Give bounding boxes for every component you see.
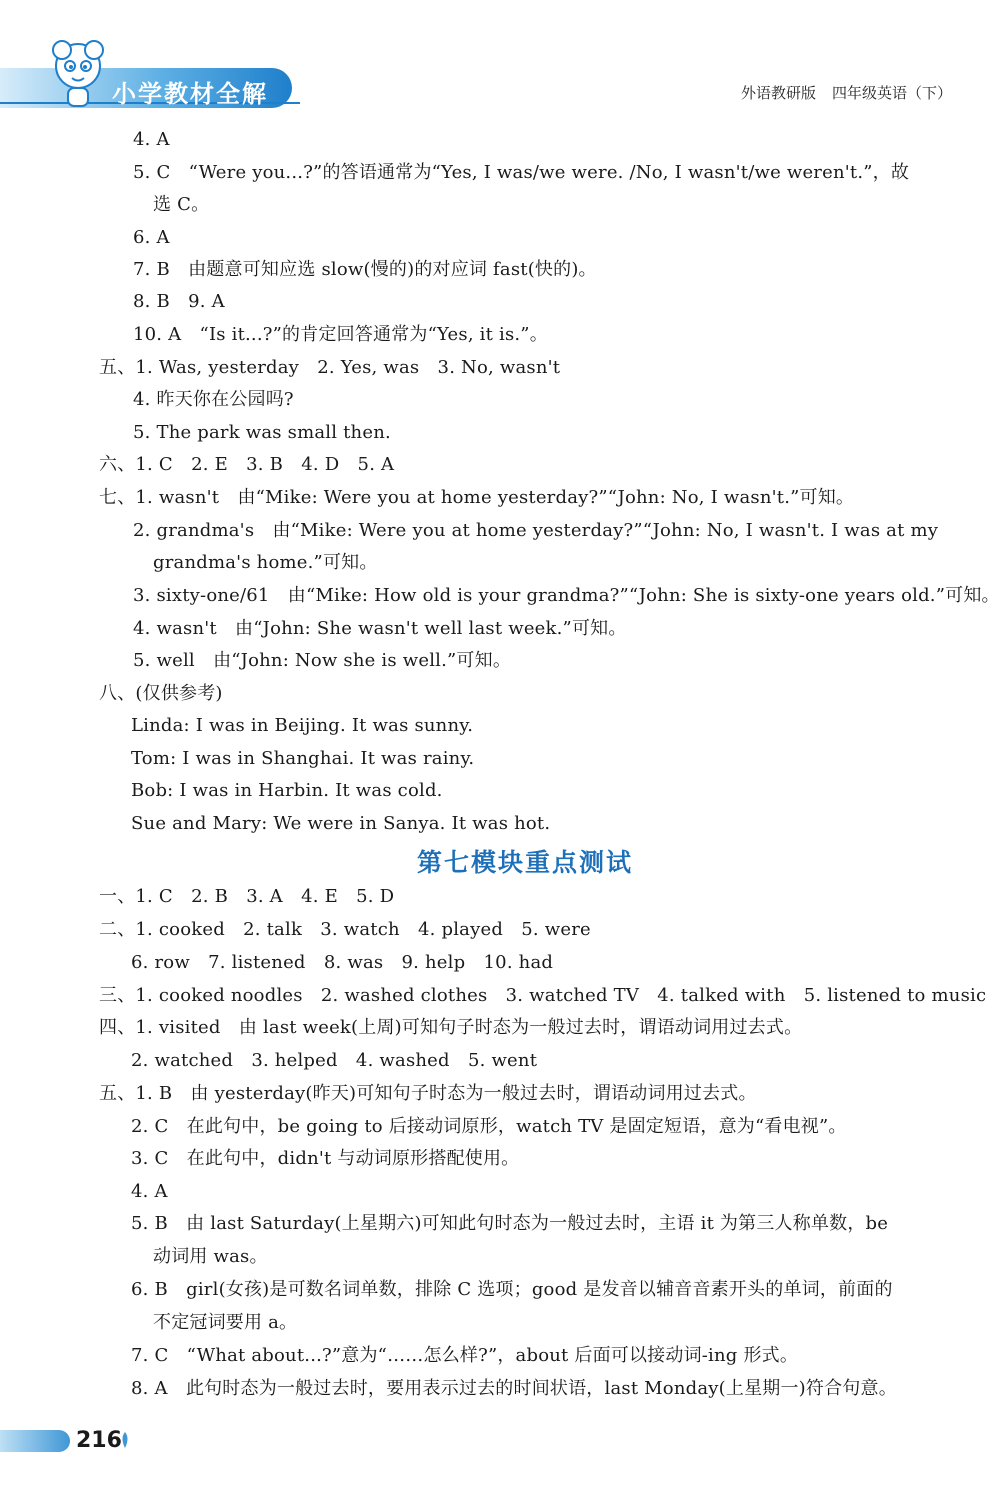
answer-line: 8. A 此句时态为一般过去时，要用表示过去的时间状语，last Monday(上星期一)符合句意。 — [131, 1378, 897, 1399]
answer-line: 五、1. Was, yesterday 2. Yes, was 3. No, wasn't — [99, 357, 561, 378]
answer-line: 一、1. C 2. B 3. A 4. E 5. D — [99, 886, 395, 907]
grade-subject-label: 四年级英语（下） — [831, 84, 952, 102]
edition-label: 外语教研版 — [740, 84, 816, 102]
answer-line: 4. A — [131, 1181, 168, 1202]
answer-line: 三、1. cooked noodles 2. washed clothes 3. watched TV 4. talked with 5. listened to music — [99, 985, 987, 1006]
answer-line: 2. watched 3. helped 4. washed 5. went — [131, 1050, 538, 1071]
answer-line: 10. A “Is it...?”的肯定回答通常为“Yes, it is.”。 — [133, 324, 548, 345]
answer-line: 6. B girl(女孩)是可数名词单数，排除 C 选项；good 是发音以辅音音素开头的单词，前面的 — [131, 1279, 893, 1300]
answer-line: 选 C。 — [153, 194, 210, 215]
answer-line: 6. row 7. listened 8. was 9. help 10. had — [131, 952, 554, 973]
answer-line: 4. wasn't 由“John: She wasn't well last week.”可知。 — [133, 618, 627, 639]
leaf-icon — [120, 1430, 130, 1450]
page-header — [0, 40, 1000, 130]
answer-line: 不定冠词要用 a。 — [153, 1312, 298, 1333]
answer-line: 4. 昨天你在公园吗? — [133, 389, 294, 410]
answer-line: Bob: I was in Harbin. It was cold. — [131, 780, 443, 801]
answer-line: 4. A — [133, 129, 170, 150]
answer-line: 2. grandma's 由“Mike: Were you at home yesterday?”“John: No, I wasn't. I was at my — [133, 520, 939, 541]
header-edition-info — [741, 82, 952, 103]
answer-line: 6. A — [133, 227, 170, 248]
page-number: 216 — [76, 1428, 122, 1453]
answer-line: 五、1. B 由 yesterday(昨天)可知句子时态为一般过去时，谓语动词用过去式。 — [99, 1083, 757, 1104]
answer-line: 8. B 9. A — [133, 291, 225, 312]
answer-line: Linda: I was in Beijing. It was sunny. — [131, 715, 474, 736]
answer-line: 动词用 was。 — [153, 1246, 268, 1267]
answer-line: grandma's home.”可知。 — [153, 552, 378, 573]
answer-line: 2. C 在此句中，be going to 后接动词原形，watch TV 是固定短语，意为“看电视”。 — [131, 1116, 847, 1137]
footer-band — [0, 1430, 70, 1452]
answer-line: 5. C “Were you...?”的答语通常为“Yes, I was/we were. /No, I wasn't/we weren't.”，故 — [133, 162, 910, 183]
answer-line: 七、1. wasn't 由“Mike: Were you at home yesterday?”“John: No, I wasn't.”可知。 — [99, 487, 855, 508]
answer-line: 7. B 由题意可知应选 slow(慢的)的对应词 fast(快的)。 — [133, 259, 597, 280]
answer-line: 四、1. visited 由 last week(上周)可知句子时态为一般过去时，谓语动词用过去式。 — [99, 1017, 803, 1038]
answer-line: 二、1. cooked 2. talk 3. watch 4. played 5. were — [99, 919, 591, 940]
mascot-icon — [46, 40, 110, 112]
answer-line: 六、1. C 2. E 3. B 4. D 5. A — [99, 454, 395, 475]
answer-line: 3. C 在此句中，didn't 与动词原形搭配使用。 — [131, 1148, 520, 1169]
answer-line: 八、(仅供参考) — [99, 683, 223, 704]
answer-line: 7. C “What about...?”意为“……怎么样?”，about 后面可以接动词-ing 形式。 — [131, 1345, 799, 1366]
answer-line: Sue and Mary: We were in Sanya. It was hot. — [131, 813, 551, 834]
section-title: 第七模块重点测试 — [416, 848, 633, 877]
series-title: 小学教材全解 — [112, 80, 268, 108]
answer-line: 5. B 由 last Saturday(上星期六)可知此句时态为一般过去时，主语 it 为第三人称单数，be — [131, 1213, 889, 1234]
answer-line: 5. The park was small then. — [133, 422, 391, 443]
answer-line: Tom: I was in Shanghai. It was rainy. — [131, 748, 475, 769]
answer-line: 3. sixty-one/61 由“Mike: How old is your grandma?”“John: She is sixty-one years old.”可知。 — [133, 585, 1000, 606]
answer-line: 5. well 由“John: Now she is well.”可知。 — [133, 650, 512, 671]
